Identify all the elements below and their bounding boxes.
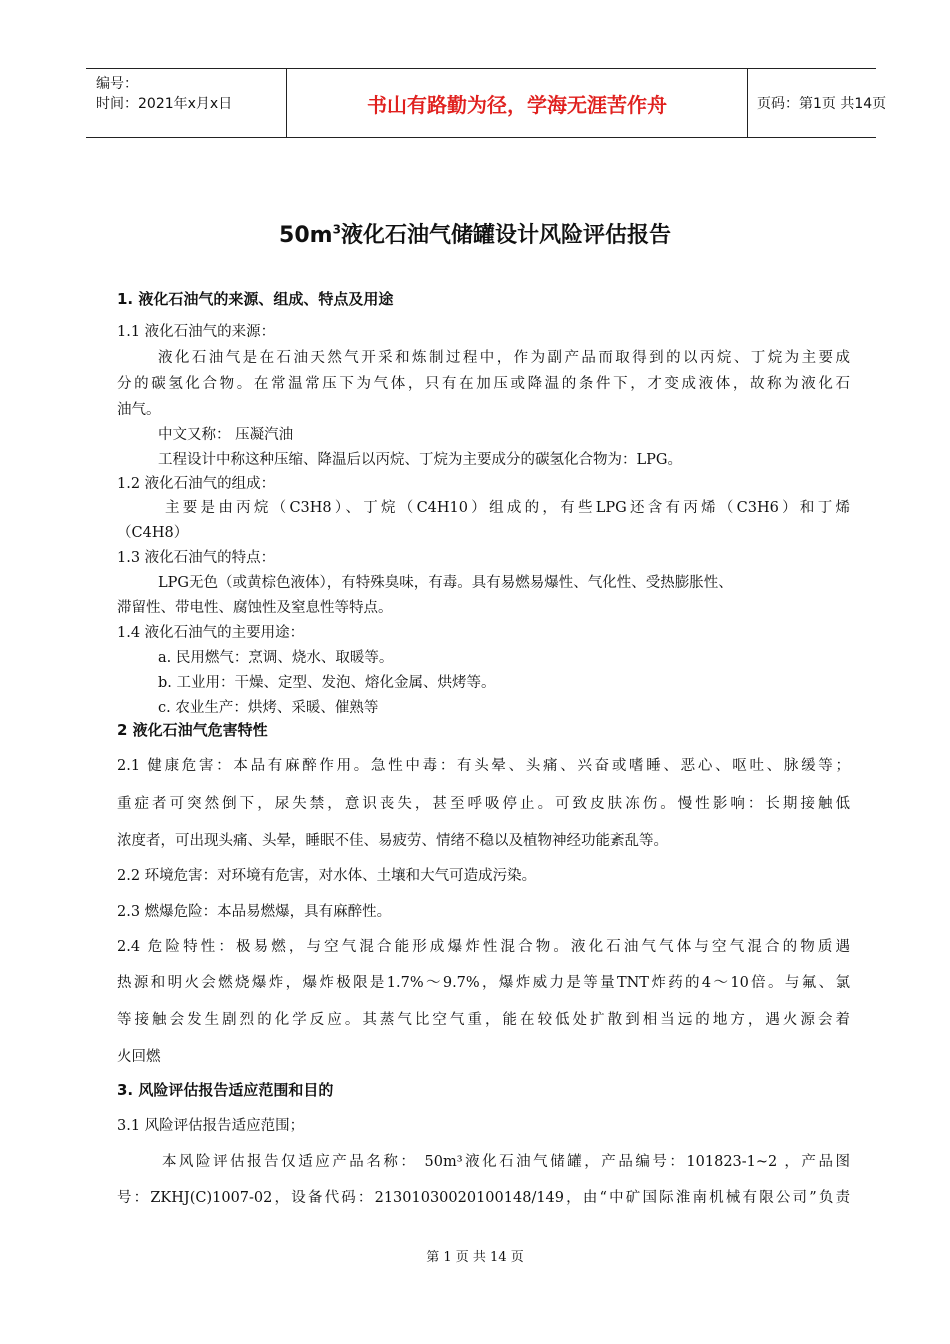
paragraph-line: 重症者可突然倒下，尿失禁，意识丧失，甚至呼吸停止。可致皮肤冻伤。慢性影响：长期接触低 <box>117 796 850 812</box>
section-1-heading: 1. 液化石油气的来源、组成、特点及用途 <box>117 290 394 308</box>
paragraph-line: LPG无色（或黄棕色液体），有特殊臭味，有毒。具有易燃易爆性、气化性、受热膨胀性、 <box>158 575 733 591</box>
chinese-alias-line: 中文又称： 压凝汽油 <box>158 427 294 443</box>
paragraph-line: 火回燃 <box>117 1049 161 1065</box>
subsection-1-3-heading: 1.3 液化石油气的特点： <box>117 550 276 566</box>
header-meta-cell <box>86 69 286 137</box>
subsection-1-4-heading: 1.4 液化石油气的主要用途： <box>117 625 305 641</box>
section-2-heading: 2 液化石油气危害特性 <box>117 721 268 739</box>
document-time: 时间：2021年x月x日 <box>96 96 233 112</box>
paragraph-line: 2.1 健康危害：本品有麻醉作用。急性中毒：有头晕、头痛、兴奋或嗜睡、恶心、呕吐、脉缓等； <box>117 758 850 774</box>
paragraph-line: 2.4 危险特性：极易燃，与空气混合能形成爆炸性混合物。液化石油气气体与空气混合的物质遇 <box>117 939 850 955</box>
paragraph-line: 滞留性、带电性、腐蚀性及窒息性等特点。 <box>117 600 393 616</box>
paragraph-line: 油气。 <box>117 402 161 418</box>
document-title <box>0 218 950 249</box>
paragraph-line: 2.2 环境危害：对环境有危害，对水体、土壤和大气可造成污染。 <box>117 868 537 884</box>
header-page-info: 页码：第1页 共14页 <box>757 96 887 112</box>
paragraph-line: 液化石油气是在石油天然气开采和炼制过程中，作为副产品而取得到的以丙烷、丁烷为主要成 <box>158 350 850 366</box>
title-rest: 液化石油气储罐设计风险评估报告 <box>340 223 671 248</box>
paragraph-line: 2.3 燃爆危险：本品易燃爆，具有麻醉性。 <box>117 904 392 920</box>
list-item: c. 农业生产：烘烤、采暖、催熟等 <box>158 700 379 716</box>
paragraph-line: 主要是由丙烷（C3H8）、丁烷（C4H10）组成的，有些LPG还含有丙烯（C3H6）和丁烯 <box>165 500 850 516</box>
title-prefix: 50m <box>279 223 333 248</box>
paragraph-line: 号：ZKHJ(C)1007-02，设备代码：21301030020100148/149，由“中矿国际淮南机械有限公司”负责 <box>117 1190 850 1206</box>
section-3-heading: 3. 风险评估报告适应范围和目的 <box>117 1081 334 1099</box>
paragraph-line: 本风险评估报告仅适应产品名称： 50m³液化石油气储罐，产品编号：101823-1~2 ，产品图 <box>162 1154 850 1170</box>
page-footer: 第 1 页 共 14 页 <box>426 1250 524 1265</box>
subsection-1-2-heading: 1.2 液化石油气的组成： <box>117 476 276 492</box>
paragraph-line: 等接触会发生剧烈的化学反应。其蒸气比空气重，能在较低处扩散到相当远的地方，遇火源会着 <box>117 1012 850 1028</box>
title-superscript: 3 <box>332 222 341 237</box>
header-motto: 书山有路勤为径，学海无涯苦作舟 <box>286 69 748 137</box>
paragraph-line: 热源和明火会燃烧爆炸，爆炸极限是1.7%～9.7%，爆炸威力是等量TNT炸药的4～10倍。与氟、氯 <box>117 975 850 991</box>
paragraph-line: 分的碳氢化合物。在常温常压下为气体，只有在加压或降温的条件下，才变成液体，故称为液化石 <box>117 376 850 392</box>
subsection-1-1-heading: 1.1 液化石油气的来源： <box>117 324 276 340</box>
header-table <box>86 68 887 138</box>
paragraph-line: （C4H8） <box>117 525 189 541</box>
document-number: 编号： <box>96 76 138 92</box>
list-item: b. 工业用：干燥、定型、发泡、熔化金属、烘烤等。 <box>158 675 496 691</box>
subsection-3-1-heading: 3.1 风险评估报告适应范围； <box>117 1118 305 1134</box>
paragraph-line: 浓度者，可出现头痛、头晕，睡眠不佳、易疲劳、情绪不稳以及植物神经功能紊乱等。 <box>117 833 668 849</box>
list-item: a. 民用燃气：烹调、烧水、取暖等。 <box>158 650 394 666</box>
paragraph-line: 工程设计中称这种压缩、降温后以丙烷、丁烷为主要成分的碳氢化合物为：LPG。 <box>158 452 682 468</box>
